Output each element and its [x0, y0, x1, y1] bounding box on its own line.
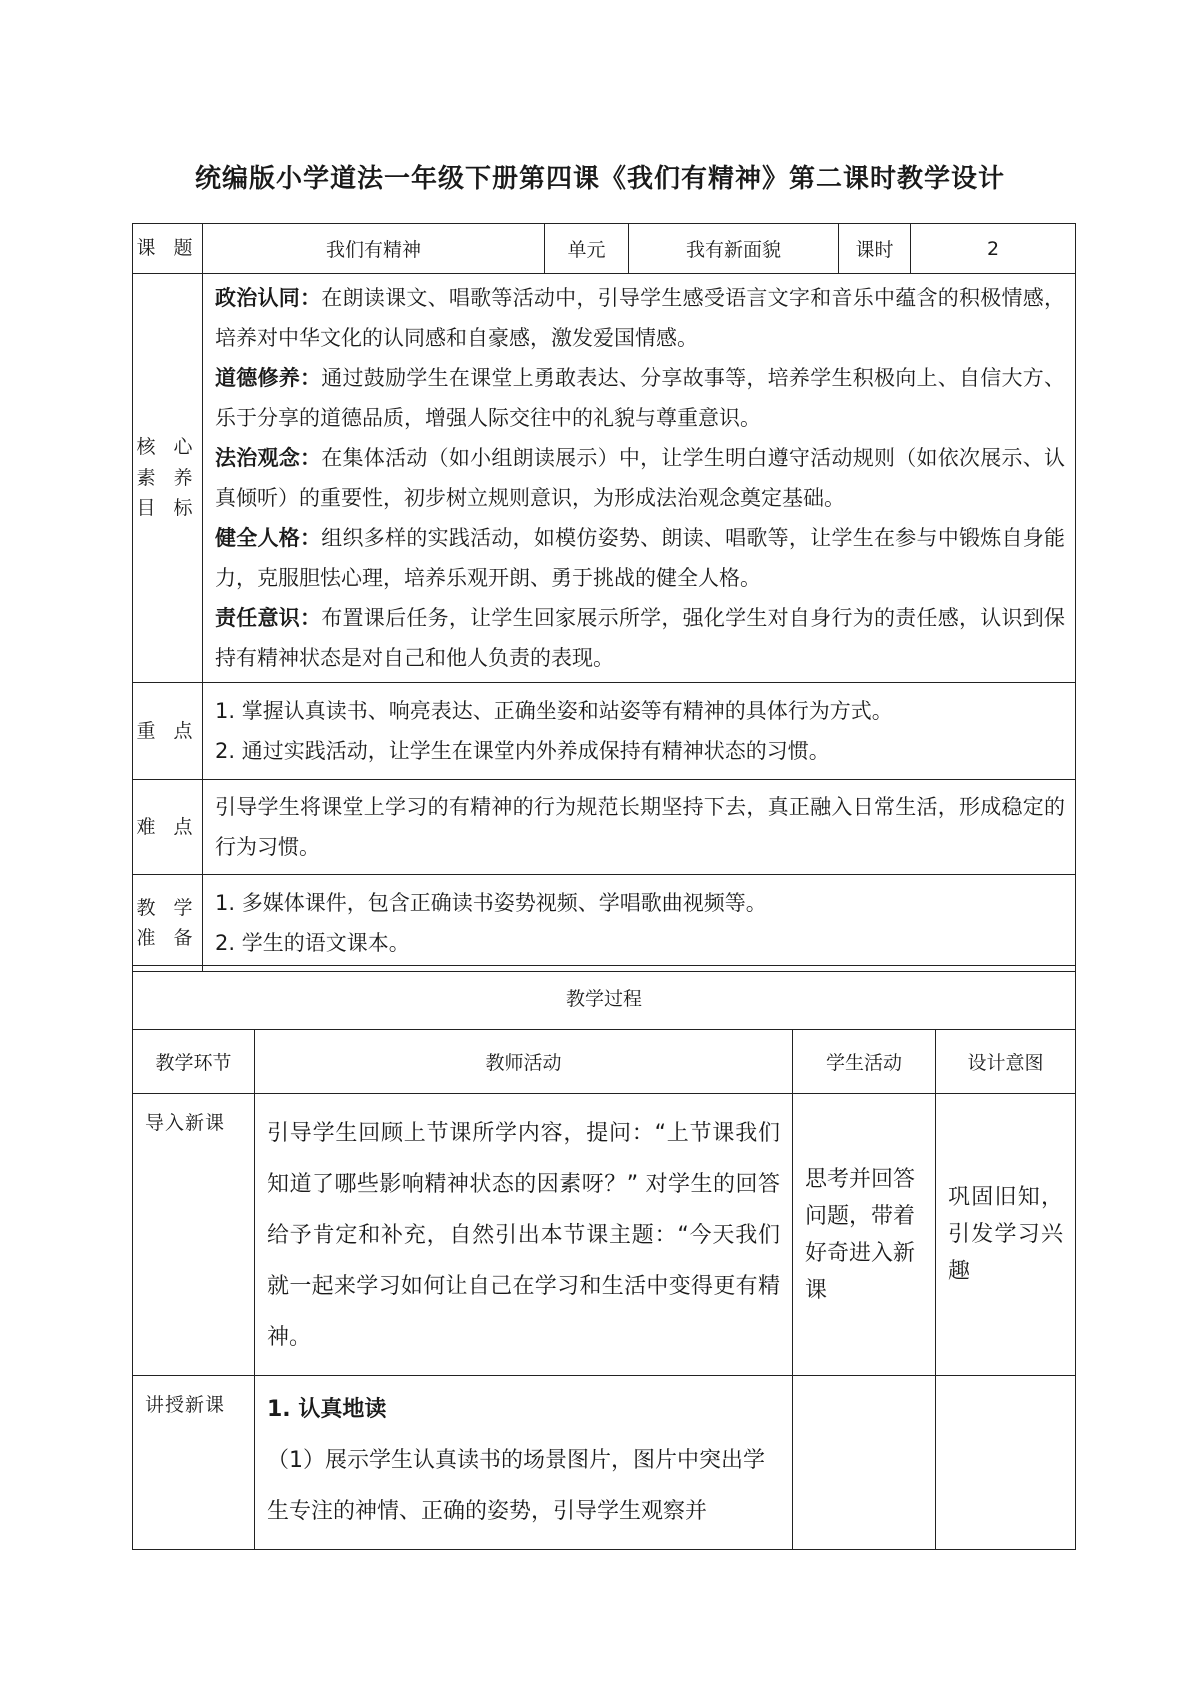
process-title-row: [133, 966, 1076, 1030]
goal-text: 在集体活动（如小组朗读展示）中，让学生明白遵守活动规则（如依次展示、认真倾听）的重要性，初步树立规则意识，为形成法治观念奠定基础。: [215, 446, 1066, 510]
student-activity-cell: [793, 1376, 936, 1550]
key-points-label: 重 点: [133, 683, 203, 780]
table-row: [133, 1094, 1076, 1376]
page-title: 统编版小学道法一年级下册第四课《我们有精神》第二课时教学设计: [194, 164, 1005, 194]
goal-heading: 健全人格：: [215, 526, 322, 550]
activity-text: （1）展示学生认真读书的场景图片，图片中突出学生专注的神情、正确的姿势，引导学生观察并: [267, 1448, 765, 1524]
goal-heading: 责任意识：: [215, 606, 322, 630]
header-row: [133, 224, 1076, 274]
goal-text: 布置课后任务，让学生回家展示所学，强化学生对自身行为的责任感，认识到保持有精神状态是对自己和他人负责的表现。: [215, 606, 1066, 670]
activity-heading: 1. 认真地读: [267, 1397, 387, 1422]
goal-text: 组织多样的实践活动，如模仿姿势、朗读、唱歌等，让学生在参与中锻炼自身能力，克服胆怯心理，培养乐观开朗、勇于挑战的健全人格。: [215, 526, 1066, 590]
key-points-content: [203, 683, 1076, 780]
unit-label: 单元: [545, 224, 629, 274]
preparation-row: [133, 875, 1076, 972]
key-point-item: 2. 通过实践活动，让学生在课堂内外养成保持有精神状态的习惯。: [215, 739, 830, 763]
goal-item: [215, 598, 1065, 678]
preparation-item: 1. 多媒体课件，包含正确读书姿势视频、学唱歌曲视频等。: [215, 891, 767, 915]
goal-item: [215, 438, 1065, 518]
topic-label: 课 题: [133, 224, 203, 274]
stage-cell: 导入新课: [133, 1094, 255, 1376]
column-header: 教师活动: [255, 1030, 793, 1094]
topic-value: 我们有精神: [203, 224, 545, 274]
design-intent-cell: 巩固旧知，引发学习兴趣: [936, 1094, 1076, 1376]
table-row: [133, 1376, 1076, 1550]
difficulty-row: [133, 780, 1076, 875]
goal-heading: 法治观念：: [215, 446, 322, 470]
process-header-row: [133, 1030, 1076, 1094]
unit-value: 我有新面貌: [629, 224, 839, 274]
goal-text: 通过鼓励学生在课堂上勇敢表达、分享故事等，培养学生积极向上、自信大方、乐于分享的道德品质，增强人际交往中的礼貌与尊重意识。: [215, 366, 1066, 430]
difficulty-label: 难 点: [133, 780, 203, 875]
goal-item: [215, 278, 1065, 358]
student-activity-cell: 思考并回答问题，带着好奇进入新课: [793, 1094, 936, 1376]
difficulty-text: 引导学生将课堂上学习的有精神的行为规范长期坚持下去，真正融入日常生活，形成稳定的行为习惯。: [215, 795, 1065, 859]
goals-label: 核 心 素 养 目 标: [133, 274, 203, 683]
key-points-row: [133, 683, 1076, 780]
goal-heading: 道德修养：: [215, 366, 322, 390]
preparation-content: [203, 875, 1076, 972]
goal-item: [215, 358, 1065, 438]
design-intent-cell: [936, 1376, 1076, 1550]
teacher-activity-cell: 引导学生回顾上节课所学内容，提问：“上节课我们知道了哪些影响精神状态的因素呀？” 对学生的回答给予肯定和补充，自然引出本节课主题：“今天我们就一起来学习如何让自己在学习和生活中变得更有精神。: [255, 1094, 793, 1376]
key-point-item: 1. 掌握认真读书、响亮表达、正确坐姿和站姿等有精神的具体行为方式。: [215, 699, 893, 723]
period-label: 课时: [839, 224, 911, 274]
column-header: 学生活动: [793, 1030, 936, 1094]
stage-cell: 讲授新课: [133, 1376, 255, 1550]
goal-heading: 政治认同：: [215, 286, 322, 310]
preparation-label: 教 学 准 备: [133, 875, 203, 972]
preparation-item: 2. 学生的语文课本。: [215, 931, 410, 955]
period-value: 2: [911, 224, 1076, 274]
column-header: 设计意图: [936, 1030, 1076, 1094]
goals-row: [133, 274, 1076, 683]
teaching-process-table: [132, 965, 1076, 1550]
teacher-activity-cell: [255, 1376, 793, 1550]
goals-content: [203, 274, 1076, 683]
lesson-info-table: [132, 223, 1076, 972]
column-header: 教学环节: [133, 1030, 255, 1094]
process-title: 教学过程: [133, 966, 1076, 1030]
difficulty-content: [203, 780, 1076, 875]
goal-text: 在朗读课文、唱歌等活动中，引导学生感受语言文字和音乐中蕴含的积极情感，培养对中华文化的认同感和自豪感，激发爱国情感。: [215, 286, 1066, 350]
goal-item: [215, 518, 1065, 598]
